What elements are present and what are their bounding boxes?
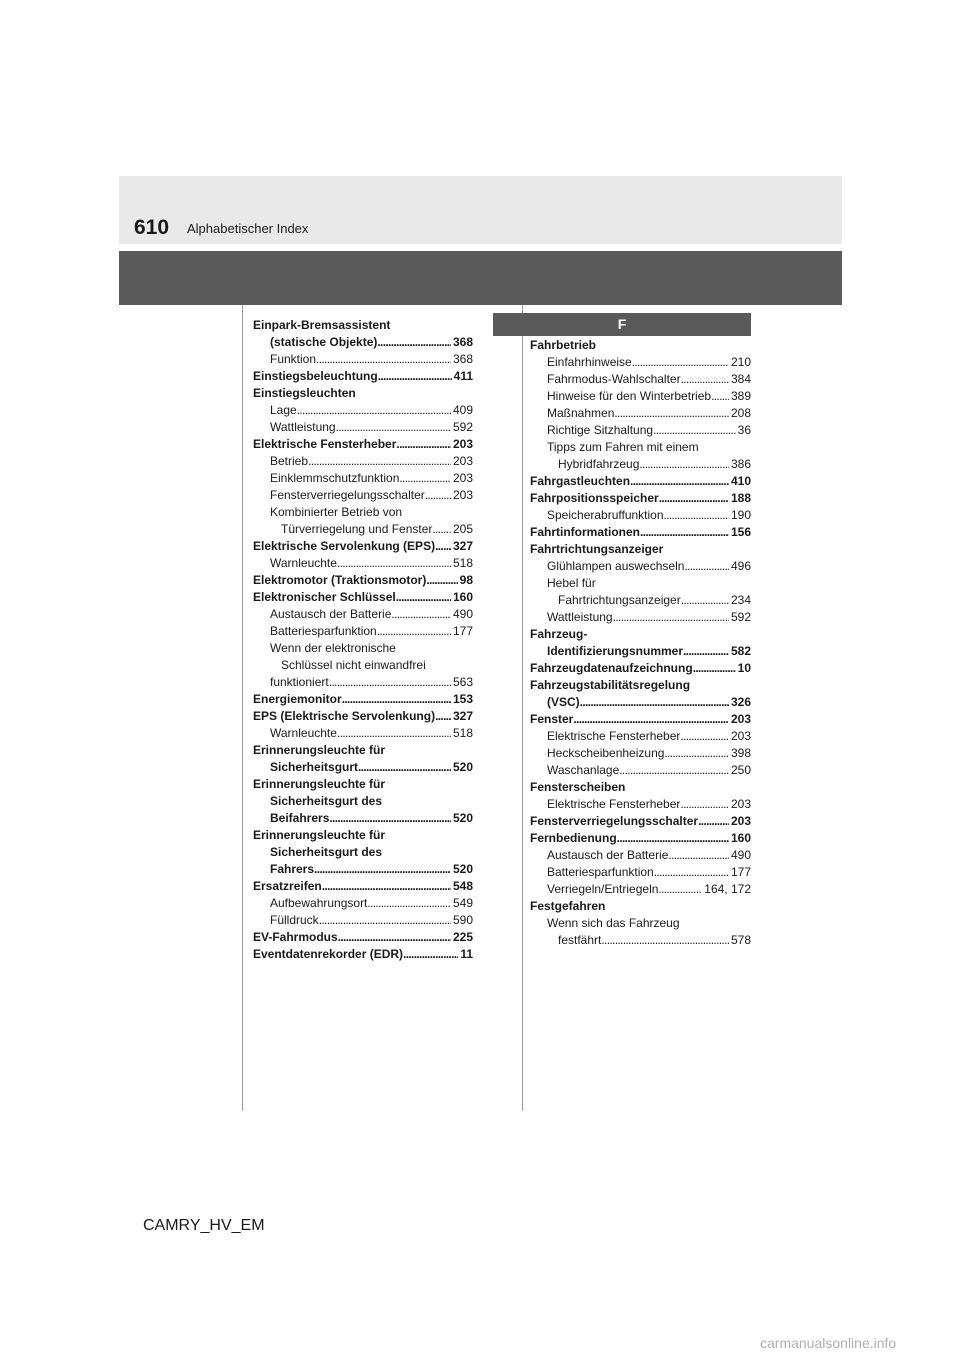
index-entry xyxy=(530,456,751,473)
index-entry xyxy=(253,402,473,419)
page-reference: 188 xyxy=(730,491,751,505)
page-reference: 368 xyxy=(452,352,473,366)
page-reference: 203 xyxy=(730,712,751,726)
dot-leader xyxy=(336,419,451,436)
index-term: Elektrische Fensterheber xyxy=(547,729,681,743)
index-entry xyxy=(530,898,751,915)
dot-leader xyxy=(337,555,451,572)
index-entry xyxy=(253,555,473,572)
index-entry xyxy=(253,351,473,368)
index-term: Sicherheitsgurt des xyxy=(270,794,383,808)
index-entry xyxy=(253,521,473,538)
index-entry xyxy=(530,660,751,677)
dot-leader xyxy=(322,878,451,895)
index-term: Fensterverriegelungsschalter xyxy=(530,814,699,828)
dot-leader xyxy=(680,728,729,745)
index-entry xyxy=(253,674,473,691)
index-entry xyxy=(253,623,473,640)
index-term: Fahrbetrieb xyxy=(530,338,597,352)
index-entry xyxy=(253,606,473,623)
page-reference: 234 xyxy=(730,593,751,607)
index-term: Maßnahmen xyxy=(547,406,615,420)
page-reference: 190 xyxy=(730,508,751,522)
index-term: Fahrzeugstabilitätsregelung xyxy=(530,678,691,692)
index-entry xyxy=(530,762,751,779)
index-entry xyxy=(530,915,751,932)
page-reference: 203 xyxy=(452,454,473,468)
dot-leader xyxy=(683,643,729,660)
dot-leader xyxy=(435,538,451,555)
page-reference: 208 xyxy=(730,406,751,420)
page-reference: 250 xyxy=(730,763,751,777)
index-entry xyxy=(530,847,751,864)
page-reference: 203 xyxy=(452,488,473,502)
dot-leader xyxy=(426,572,457,589)
index-term: Hinweise für den Winterbetrieb xyxy=(547,389,712,403)
index-column-right xyxy=(530,337,751,949)
index-term: Batteriesparfunktion xyxy=(270,624,377,638)
index-term: Fahrzeugdatenaufzeichnung xyxy=(530,661,693,675)
index-entry xyxy=(530,711,751,728)
page-reference: 160 xyxy=(730,831,751,845)
index-term: Fahrtinformationen xyxy=(530,525,640,539)
index-term: Hebel für xyxy=(547,576,596,590)
index-entry xyxy=(530,813,751,830)
index-term: Fahrpositionsspeicher xyxy=(530,491,659,505)
index-entry xyxy=(253,708,473,725)
index-entry xyxy=(530,541,751,558)
index-term: Sicherheitsgurt des xyxy=(270,845,383,859)
index-term: Aufbewahrungsort xyxy=(270,896,368,910)
index-entry xyxy=(530,388,751,405)
index-term: Warnleuchte xyxy=(270,556,337,570)
dot-leader xyxy=(630,473,729,490)
index-term: Lage xyxy=(270,403,297,417)
dot-leader xyxy=(664,507,729,524)
index-entry xyxy=(253,657,473,674)
page-reference: 410 xyxy=(730,474,751,488)
index-term: Batteriesparfunktion xyxy=(547,865,654,879)
index-term: Wenn der elektronische xyxy=(270,641,396,655)
page-reference: 205 xyxy=(452,522,473,536)
index-term: Türverriegelung und Fenster xyxy=(281,522,433,536)
page-reference: 203 xyxy=(452,437,473,451)
index-entry xyxy=(253,436,473,453)
dot-leader xyxy=(338,929,451,946)
index-entry xyxy=(253,912,473,929)
page-reference: 10 xyxy=(737,661,751,675)
header-title: Alphabetischer Index xyxy=(187,221,309,236)
index-entry xyxy=(530,932,751,949)
index-term: Energiemonitor xyxy=(253,692,342,706)
index-term: Tipps zum Fahren mit einem xyxy=(547,440,699,454)
dot-leader xyxy=(377,623,451,640)
index-entry xyxy=(253,368,473,385)
index-entry xyxy=(253,334,473,351)
dot-leader xyxy=(396,589,451,606)
dot-leader xyxy=(432,521,451,538)
dot-leader xyxy=(435,708,451,725)
index-term: Einstiegsleuchten xyxy=(253,386,356,400)
page-reference: 582 xyxy=(730,644,751,658)
document-code: CAMRY_HV_EM xyxy=(143,1217,265,1234)
page-reference: 177 xyxy=(452,624,473,638)
dot-leader xyxy=(680,796,729,813)
index-term: Einstiegsbeleuchtung xyxy=(253,369,378,383)
index-entry xyxy=(253,725,473,742)
page-reference: 592 xyxy=(452,420,473,434)
index-term: Eventdatenrekorder (EDR) xyxy=(253,947,404,961)
index-term: Richtige Sitzhaltung xyxy=(547,423,654,437)
index-term: Wattleistung xyxy=(547,610,613,624)
dot-leader xyxy=(684,558,729,575)
dot-leader xyxy=(632,354,729,371)
index-entry xyxy=(253,929,473,946)
index-term: Verriegeln/Entriegeln xyxy=(547,882,659,896)
page-reference: 548 xyxy=(452,879,473,893)
index-term: Fahrtrichtungsanzeiger xyxy=(530,542,664,556)
index-entry xyxy=(530,473,751,490)
index-term: (VSC) xyxy=(547,695,580,709)
index-term: Funktion xyxy=(270,352,317,366)
dot-leader xyxy=(619,762,729,779)
index-term: Fahrtrichtungsanzeiger xyxy=(558,593,681,607)
dot-leader xyxy=(640,524,729,541)
page-reference: 160 xyxy=(452,590,473,604)
page-reference: 327 xyxy=(452,539,473,553)
index-term: Erinnerungsleuchte für xyxy=(253,743,386,757)
index-entry xyxy=(253,385,473,402)
page-reference: 520 xyxy=(452,760,473,774)
index-entry xyxy=(253,487,473,504)
index-term: Elektronischer Schlüssel xyxy=(253,590,396,604)
index-term: Speicherabruffunktion xyxy=(547,508,664,522)
index-entry xyxy=(253,572,473,589)
page-reference: 203 xyxy=(730,797,751,811)
column-divider-middle xyxy=(522,305,523,1111)
index-entry xyxy=(253,844,473,861)
page-reference: 36 xyxy=(737,423,751,437)
index-entry xyxy=(253,504,473,521)
index-entry xyxy=(253,742,473,759)
index-entry xyxy=(530,592,751,609)
index-entry xyxy=(530,558,751,575)
dot-leader xyxy=(391,606,451,623)
index-term: Hybridfahrzeug xyxy=(558,457,640,471)
page-reference: 398 xyxy=(730,746,751,760)
index-entry xyxy=(530,490,751,507)
index-term: Ersatzreifen xyxy=(253,879,322,893)
index-entry xyxy=(253,895,473,912)
index-entry xyxy=(530,779,751,796)
index-entry xyxy=(253,419,473,436)
index-entry xyxy=(253,589,473,606)
index-term: Fahrzeug- xyxy=(530,627,588,641)
index-term: EPS (Elektrische Servolenkung) xyxy=(253,709,436,723)
index-term: Fenster xyxy=(530,712,574,726)
index-term: Warnleuchte xyxy=(270,726,337,740)
index-column-left xyxy=(253,317,473,963)
page-reference: 389 xyxy=(730,389,751,403)
index-entry xyxy=(530,728,751,745)
page-reference: 518 xyxy=(452,726,473,740)
index-entry xyxy=(530,830,751,847)
index-entry xyxy=(530,507,751,524)
dot-leader xyxy=(617,830,729,847)
index-entry xyxy=(253,878,473,895)
dot-leader xyxy=(658,881,702,898)
index-term: Erinnerungsleuchte für xyxy=(253,828,386,842)
index-entry xyxy=(530,694,751,711)
index-term: Fensterscheiben xyxy=(530,780,626,794)
index-entry xyxy=(530,864,751,881)
watermark: carmanualsonline.info xyxy=(760,1335,897,1351)
dot-leader xyxy=(664,745,729,762)
page-reference: 409 xyxy=(452,403,473,417)
index-entry xyxy=(530,337,751,354)
dot-leader xyxy=(342,691,451,708)
index-term: Fahrgastleuchten xyxy=(530,474,631,488)
index-entry xyxy=(253,640,473,657)
index-entry xyxy=(530,524,751,541)
dot-leader xyxy=(337,725,451,742)
index-entry xyxy=(253,946,473,963)
page-reference: 203 xyxy=(730,729,751,743)
page-reference: 368 xyxy=(452,335,473,349)
index-term: (statische Objekte) xyxy=(270,335,378,349)
page-reference: 225 xyxy=(452,930,473,944)
dot-leader xyxy=(358,759,451,776)
index-entry xyxy=(530,745,751,762)
page-reference: 153 xyxy=(452,692,473,706)
index-term: Fensterverriegelungsschalter xyxy=(270,488,425,502)
index-entry xyxy=(253,453,473,470)
dot-leader xyxy=(308,453,451,470)
index-term: Identifizierungsnummer xyxy=(547,644,684,658)
index-term: Schlüssel nicht einwandfrei xyxy=(281,658,426,672)
index-term: Sicherheitsgurt xyxy=(270,760,359,774)
index-term: Wenn sich das Fahrzeug xyxy=(547,916,680,930)
index-term: festfährt xyxy=(558,933,602,947)
dot-leader xyxy=(668,847,729,864)
index-term: Austausch der Batterie xyxy=(547,848,669,862)
dot-leader xyxy=(396,436,451,453)
page-reference: 98 xyxy=(459,573,473,587)
dot-leader xyxy=(681,592,729,609)
index-entry xyxy=(253,317,473,334)
page-reference: 203 xyxy=(452,471,473,485)
index-term: Beifahrers xyxy=(270,811,330,825)
index-term: funktioniert xyxy=(270,675,329,689)
index-entry xyxy=(530,643,751,660)
page-reference: 177 xyxy=(730,865,751,879)
page-reference: 156 xyxy=(730,525,751,539)
index-term: Einklemmschutzfunktion xyxy=(270,471,400,485)
page-reference: 490 xyxy=(730,848,751,862)
index-term: Kombinierter Betrieb von xyxy=(270,505,403,519)
index-term: Fahrmodus-Wahlschalter xyxy=(547,372,681,386)
index-entry xyxy=(530,677,751,694)
dot-leader xyxy=(316,351,451,368)
index-entry xyxy=(530,796,751,813)
page-reference: 326 xyxy=(730,695,751,709)
index-entry xyxy=(530,405,751,422)
index-term: Heckscheibenheizung xyxy=(547,746,665,760)
dot-leader xyxy=(653,422,736,439)
index-entry xyxy=(530,626,751,643)
dot-leader xyxy=(601,932,729,949)
dot-leader xyxy=(297,402,451,419)
dot-leader xyxy=(367,895,451,912)
index-term: EV-Fahrmodus xyxy=(253,930,338,944)
dot-leader xyxy=(614,405,729,422)
index-term: Glühlampen auswechseln xyxy=(547,559,685,573)
index-entry xyxy=(253,827,473,844)
index-term: Einfahrhinweise xyxy=(547,355,632,369)
dot-leader xyxy=(425,487,451,504)
dot-leader xyxy=(329,810,451,827)
index-term: Elektromotor (Traktionsmotor) xyxy=(253,573,427,587)
page-reference: 490 xyxy=(452,607,473,621)
dot-leader xyxy=(329,674,451,691)
index-term: Betrieb xyxy=(270,454,309,468)
page-reference: 592 xyxy=(730,610,751,624)
index-entry xyxy=(253,759,473,776)
index-entry xyxy=(253,776,473,793)
index-term: Wattleistung xyxy=(270,420,336,434)
index-entry xyxy=(530,354,751,371)
page-reference: 549 xyxy=(452,896,473,910)
index-entry xyxy=(253,691,473,708)
index-entry xyxy=(253,861,473,878)
page-reference: 518 xyxy=(452,556,473,570)
index-term: Einpark-Bremsassistent xyxy=(253,318,391,332)
index-term: Erinnerungsleuchte für xyxy=(253,777,386,791)
index-term: Fülldruck xyxy=(270,913,319,927)
index-entry xyxy=(530,575,751,592)
title-bar xyxy=(119,251,842,305)
index-entry xyxy=(253,793,473,810)
page-reference: 590 xyxy=(452,913,473,927)
dot-leader xyxy=(580,694,729,711)
page-reference: 520 xyxy=(452,811,473,825)
dot-leader xyxy=(693,660,736,677)
page-reference: 411 xyxy=(453,369,473,383)
letter-heading: F xyxy=(493,313,751,336)
page-reference: 164, 172 xyxy=(704,882,751,896)
dot-leader xyxy=(681,371,729,388)
page-reference: 563 xyxy=(452,675,473,689)
page-reference: 386 xyxy=(730,457,751,471)
page-reference: 384 xyxy=(730,372,751,386)
dot-leader xyxy=(377,334,451,351)
dot-leader xyxy=(314,861,451,878)
dot-leader xyxy=(654,864,729,881)
page-reference: 210 xyxy=(730,355,751,369)
page-reference: 520 xyxy=(452,862,473,876)
dot-leader xyxy=(639,456,729,473)
dot-leader xyxy=(378,368,452,385)
page-reference: 11 xyxy=(460,947,473,961)
index-entry xyxy=(530,371,751,388)
index-entry xyxy=(253,470,473,487)
page-reference: 578 xyxy=(730,933,751,947)
page-number: 610 xyxy=(134,216,170,239)
index-entry xyxy=(530,422,751,439)
dot-leader xyxy=(659,490,729,507)
column-divider-left xyxy=(242,305,243,1111)
index-term: Waschanlage xyxy=(547,763,620,777)
index-term: Elektrische Fensterheber xyxy=(547,797,681,811)
dot-leader xyxy=(403,946,458,963)
index-entry xyxy=(530,609,751,626)
index-term: Fahrers xyxy=(270,862,315,876)
dot-leader xyxy=(573,711,729,728)
dot-leader xyxy=(698,813,729,830)
index-entry xyxy=(530,881,751,898)
dot-leader xyxy=(319,912,451,929)
index-term: Austausch der Batterie xyxy=(270,607,392,621)
page-reference: 327 xyxy=(452,709,473,723)
dot-leader xyxy=(399,470,451,487)
index-entry xyxy=(253,810,473,827)
page-reference: 203 xyxy=(730,814,751,828)
page-reference: 496 xyxy=(730,559,751,573)
index-term: Festgefahren xyxy=(530,899,606,913)
index-entry xyxy=(530,439,751,456)
index-term: Fernbedienung xyxy=(530,831,617,845)
dot-leader xyxy=(613,609,729,626)
index-term: Elektrische Servolenkung (EPS) xyxy=(253,539,436,553)
dot-leader xyxy=(711,388,729,405)
index-entry xyxy=(253,538,473,555)
index-term: Elektrische Fensterheber xyxy=(253,437,397,451)
